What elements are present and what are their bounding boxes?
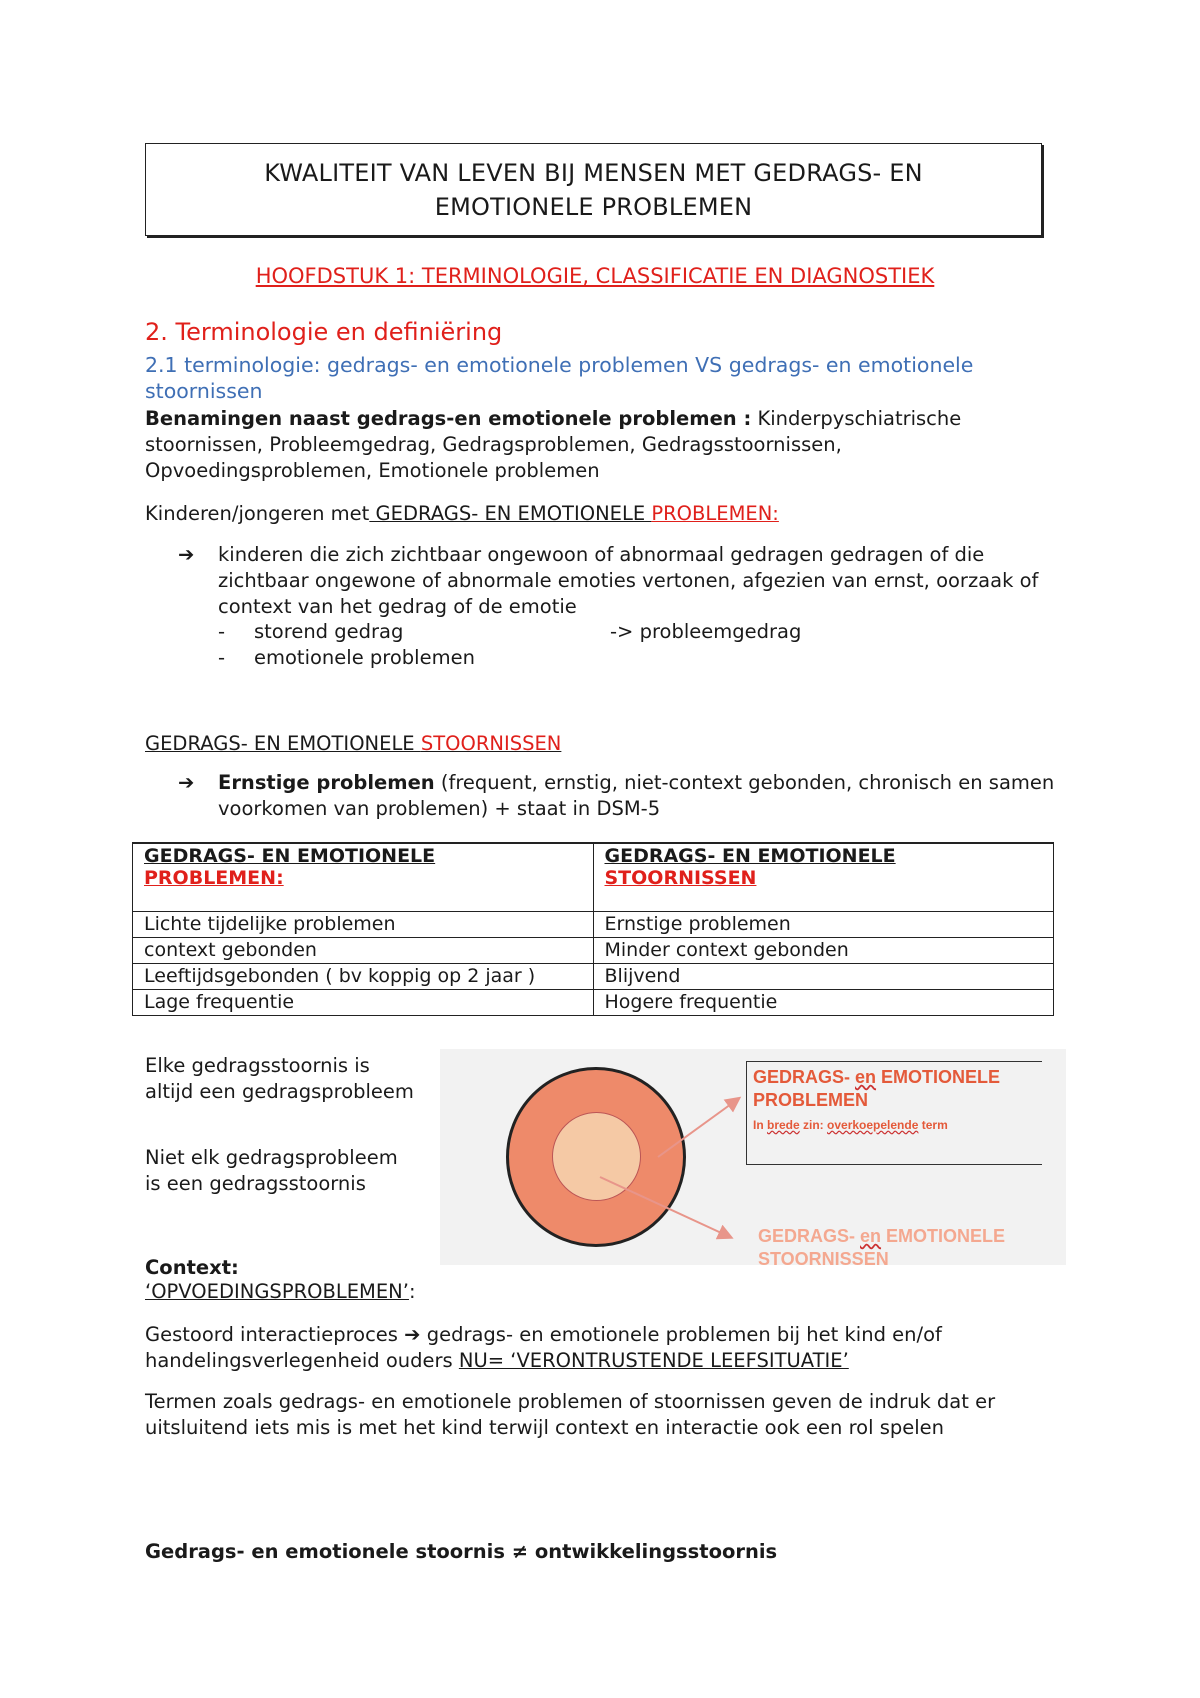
gestoord-paragraph: [145, 1322, 1065, 1374]
stoornissen-heading-red: STOORNISSEN: [420, 732, 562, 755]
dash-item-1: [218, 619, 403, 645]
kinderen-prefix: Kinderen/jongeren met: [145, 502, 370, 525]
arrow-right-icon: ➔: [178, 771, 195, 794]
context-subheading: [145, 1281, 416, 1303]
venn-diagram: [440, 1049, 1066, 1269]
title-line-2: EMOTIONELE PROBLEMEN: [434, 192, 753, 221]
table-header-row: [133, 843, 1054, 912]
table-cell: context gebonden: [133, 938, 594, 964]
label-part: In: [753, 1118, 767, 1132]
title-line-1: KWALITEIT VAN LEVEN BIJ MENSEN MET GEDRAGS- EN: [264, 158, 923, 187]
kinderen-heading-black: GEDRAGS- EN EMOTIONELE: [369, 502, 652, 525]
kinderen-heading-red: PROBLEMEN:: [651, 502, 779, 525]
table-row: [133, 990, 1054, 1016]
dash-glyph: -: [218, 646, 226, 669]
arrow-right-icon: ➔: [178, 543, 195, 566]
label-part: GEDRAGS-: [758, 1226, 861, 1246]
header-left-black: GEDRAGS- EN EMOTIONELE: [144, 845, 436, 867]
table-cell: Minder context gebonden: [593, 938, 1054, 964]
benamingen-paragraph: [145, 406, 1045, 484]
bullet-2-text: [218, 770, 1058, 822]
elke-paragraph: Elke gedragsstoornis is altijd een gedragsprobleem: [145, 1054, 414, 1103]
table-cell: Lage frequentie: [133, 990, 594, 1016]
label-stoornissen: [758, 1225, 1058, 1271]
stoornissen-heading: [145, 731, 561, 757]
section-heading: 2. Terminologie en definiëring: [145, 318, 503, 346]
termen-paragraph: Termen zoals gedrags- en emotionele problemen of stoornissen geven de indruk dat er uitsluitend iets mis is met het kind terwijl context en interactie ook een rol spelen: [145, 1390, 996, 1439]
label-part: EMOTIONELE: [881, 1226, 1006, 1246]
arrow-to-problemen: [658, 1099, 738, 1157]
dash-glyph: -: [218, 620, 226, 643]
header-right-black: GEDRAGS- EN EMOTIONELE: [604, 845, 896, 867]
label-problemen-line1: [753, 1066, 1036, 1089]
dash-item-1-text: storend gedrag: [254, 620, 404, 643]
dash-item-1-result: -> probleemgedrag: [610, 620, 802, 643]
benamingen-text: Kinderpyschiatrische stoornissen, Probleemgedrag, Gedragsproblemen, Gedragsstoornissen, Opvoedingsproblemen, Emotionele problemen: [145, 407, 962, 482]
label-part: GEDRAGS-: [753, 1067, 856, 1087]
kinderen-heading: [145, 501, 779, 527]
label-problemen-line2: PROBLEMEN: [753, 1090, 869, 1110]
label-stoornissen-line2: STOORNISSEN: [758, 1249, 889, 1269]
arrow-bullet-1: [178, 542, 1058, 620]
gestoord-part-a: Gestoord interactieproces: [145, 1323, 405, 1346]
label-part: term: [918, 1118, 948, 1132]
label-box-problemen: [746, 1061, 1042, 1165]
label-stoornissen-line1: [758, 1225, 1058, 1248]
arrow-right-icon: ➔: [404, 1323, 421, 1346]
context-heading: Context:: [145, 1256, 239, 1279]
comparison-table: [132, 842, 1054, 1016]
label-part: zin:: [799, 1118, 828, 1132]
table-row: [133, 938, 1054, 964]
label-part: EMOTIONELE: [876, 1067, 1001, 1087]
label-part: en: [855, 1067, 877, 1087]
benamingen-label: Benamingen naast gedrags-en emotionele problemen :: [145, 407, 752, 430]
table-cell: Lichte tijdelijke problemen: [133, 912, 594, 938]
chapter-heading: HOOFDSTUK 1: TERMINOLOGIE, CLASSIFICATIE EN DIAGNOSTIEK: [255, 264, 935, 288]
table-header-stoornissen: [593, 843, 1054, 912]
table-row: [133, 912, 1054, 938]
gestoord-nu: NU= ‘VERONTRUSTENDE LEEFSITUATIE’: [458, 1349, 849, 1372]
table-cell: Leeftijdsgebonden ( bv koppig op 2 jaar ): [133, 964, 594, 990]
label-part: overkoepelende: [827, 1118, 919, 1132]
niet-paragraph: Niet elk gedragsprobleem is een gedragsstoornis: [145, 1146, 398, 1195]
bullet-1-text: kinderen die zich zichtbaar ongewoon of abnormaal gedragen gedragen of die zichtbaar ongewone of abnormale emoties vertonen, afgezien van ernst, oorzaak of context van het gedrag of de emotie: [218, 543, 1039, 618]
gestoord-part-b: gedrags- en emotionele problemen bij het kind en/of handelingsverlegenheid ouders: [145, 1323, 942, 1372]
subsection-heading: 2.1 terminologie: gedrags- en emotionele problemen VS gedrags- en emotionele stoornissen: [145, 353, 974, 403]
header-right-red: STOORNISSEN: [604, 867, 757, 889]
arrow-bullet-2: [178, 770, 1058, 822]
label-problemen-sub: [753, 1116, 1036, 1134]
table-cell: Hogere frequentie: [593, 990, 1054, 1016]
dash-item-2: [218, 645, 475, 671]
dash-item-2-text: emotionele problemen: [254, 646, 475, 669]
table-row: [133, 964, 1054, 990]
bullet-2-bold: Ernstige problemen: [218, 771, 435, 794]
context-sub-underlined: ‘OPVOEDINGSPROBLEMEN’: [145, 1280, 409, 1303]
header-left-red: PROBLEMEN:: [144, 867, 284, 889]
final-statement: Gedrags- en emotionele stoornis ≠ ontwikkelingsstoornis: [145, 1540, 778, 1563]
table-cell: Ernstige problemen: [593, 912, 1054, 938]
label-part: en: [860, 1226, 882, 1246]
arrow-to-stoornissen: [600, 1177, 730, 1237]
label-part: brede: [767, 1118, 800, 1132]
bullet-2-rest: (frequent, ernstig, niet-context gebonden, chronisch en samen voorkomen van problemen) + staat in DSM-5: [218, 771, 1055, 820]
stoornissen-heading-black: GEDRAGS- EN EMOTIONELE: [145, 732, 421, 755]
context-sub-suffix: :: [408, 1280, 416, 1303]
table-cell: Blijvend: [593, 964, 1054, 990]
document-title-box: [145, 143, 1042, 236]
table-header-problemen: [133, 843, 594, 912]
